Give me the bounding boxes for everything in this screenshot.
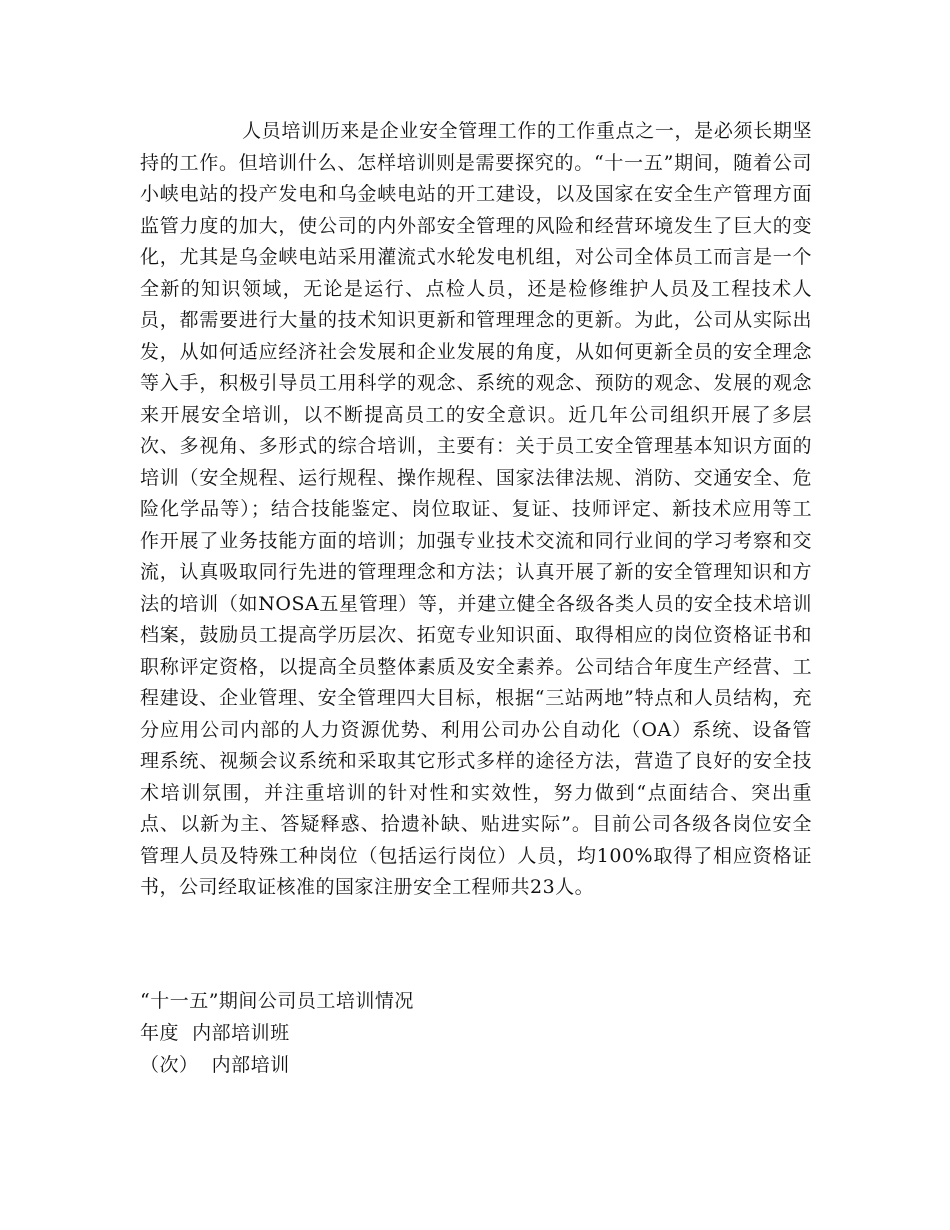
body-paragraph: 人员培训历来是企业安全管理工作的工作重点之一，是必须长期坚持的工作。但培训什么、怎样培训则是需要探究的。“十一五”期间，随着公司小峡电站的投产发电和乌金峡电站的开工建设，以及国家在安全生产管理方面监管力度的加大，使公司的内外部安全管理的风险和经营环境发生了巨大的变化，尤其是乌金峡电站采用灌流式水轮发电机组，对公司全体员工而言是一个全新的知识领域，无论是运行、点检人员，还是检修维护人员及工程技术人员，都需要进行大量的技术知识更新和管理理念的更新。为此，公司从实际出发，从如何适应经济社会发展和企业发展的角度，从如何更新全员的安全理念等入手，积极引导员工用科学的观念、系统的观念、预防的观念、发展的观念来开展安全培训，以不断提高员工的安全意识。近几年公司组织开展了多层次、多视角、多形式的综合培训，主要有：关于员工安全管理基本知识方面的培训（安全规程、运行规程、操作规程、国家法律法规、消防、交通安全、危险化学品等）；结合技能鉴定、岗位取证、复证、技师评定、新技术应用等工作开展了业务技能方面的培训；加强专业技术交流和同行业间的学习考察和交流，认真吸取同行先进的管理理念和方法；认真开展了新的安全管理知识和方法的培训（如NOSA五星管理）等，并建立健全各级各类人员的安全技术培训档案，鼓励员工提高学历层次、拓宽专业知识面、取得相应的岗位资格证书和职称评定资格，以提高全员整体素质及安全素养。公司结合年度生产经营、工程建设、企业管理、安全管理四大目标，根据“三站两地”特点和人员结构，充分应用公司内部的人力资源优势、利用公司办公自动化（OA）系统、设备管理系统、视频会议系统和采取其它形式多样的途径方法，营造了良好的安全技术培训氛围，并注重培训的针对性和实效性，努力做到“点面结合、突出重点、以新为主、答疑释惑、拾遗补缺、贴进实际”。目前公司各级各岗位安全管理人员及特殊工种岗位（包括运行岗位）人员，均100%取得了相应资格证书，公司经取证核准的国家注册安全工程师共23人。 — [140, 120, 812, 898]
table-title: “十一五”期间公司员工培训情况 — [140, 990, 414, 1012]
table-header-row-1: 年度 内部培训班 — [140, 1022, 290, 1044]
table-header-row-2: （次） 内部培训 — [140, 1054, 290, 1076]
